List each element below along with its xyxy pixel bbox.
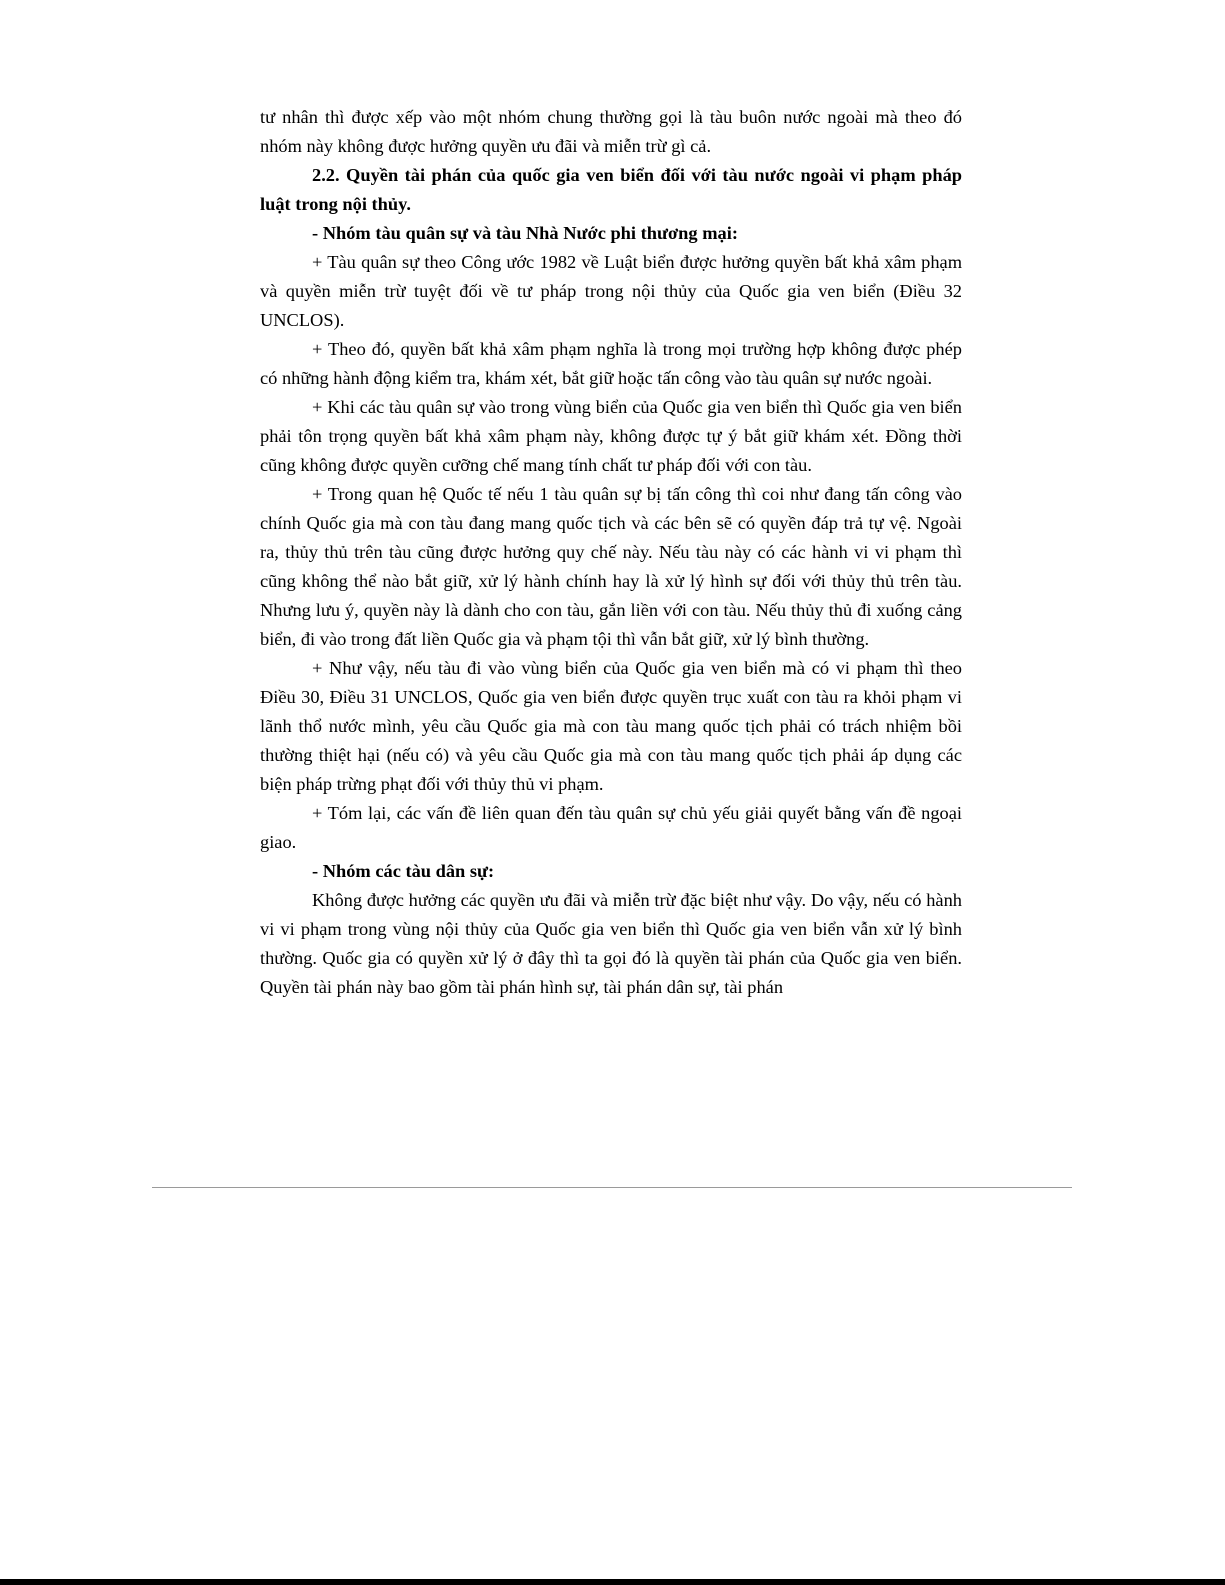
- footer-divider: [152, 1187, 1072, 1188]
- paragraph-civil-ships: Không được hưởng các quyền ưu đãi và miễn trừ đặc biệt như vậy. Do vậy, nếu có hành vi vi phạm trong vùng nội thủy của Quốc gia ven biển thì Quốc gia ven biển vẫn xử lý bình thường. Quốc gia có quyền xử lý ở đây thì ta gọi đó là quyền tài phán của Quốc gia ven biển. Quyền tài phán này bao gồm tài phán hình sự, tài phán dân sự, tài phán: [260, 890, 962, 997]
- subheading-civil-ships: - Nhóm các tàu dân sự:: [312, 861, 495, 881]
- paragraph-coastal-state-respect: + Khi các tàu quân sự vào trong vùng biển của Quốc gia ven biển thì Quốc gia ven biển phải tôn trọng quyền bất khả xâm phạm này, không được tự ý bắt giữ khám xét. Đồng thời cũng không được quyền cưỡng chế mang tính chất tư pháp đối với con tàu.: [260, 397, 962, 475]
- document-body: [260, 103, 962, 1002]
- paragraph-continuation: tư nhân thì được xếp vào một nhóm chung thường gọi là tàu buôn nước ngoài mà theo đó nhóm này không được hưởng quyền ưu đãi và miễn trừ gì cả.: [260, 107, 962, 156]
- subheading-military-ships: - Nhóm tàu quân sự và tàu Nhà Nước phi thương mại:: [312, 223, 738, 243]
- paragraph-summary: + Tóm lại, các vấn đề liên quan đến tàu quân sự chủ yếu giải quyết bằng vấn đề ngoại giao.: [260, 803, 962, 852]
- paragraph-inviolability: + Theo đó, quyền bất khả xâm phạm nghĩa là trong mọi trường hợp không được phép có những hành động kiểm tra, khám xét, bắt giữ hoặc tấn công vào tàu quân sự nước ngoài.: [260, 339, 962, 388]
- paragraph-unclos-articles: + Như vậy, nếu tàu đi vào vùng biển của Quốc gia ven biển mà có vi phạm thì theo Điều 30, Điều 31 UNCLOS, Quốc gia ven biển được quyền trục xuất con tàu ra khỏi phạm vi lãnh thổ nước mình, yêu cầu Quốc gia mà con tàu mang quốc tịch phải có trách nhiệm bồi thường thiệt hại (nếu có) và yêu cầu Quốc gia mà con tàu mang quốc tịch phải áp dụng các biện pháp trừng phạt đối với thủy thủ vi phạm.: [260, 658, 962, 794]
- paragraph-international-relations: + Trong quan hệ Quốc tế nếu 1 tàu quân sự bị tấn công thì coi như đang tấn công vào chính Quốc gia mà con tàu đang mang quốc tịch và các bên sẽ có quyền đáp trả tự vệ. Ngoài ra, thủy thủ trên tàu cũng được hưởng quy chế này. Nếu tàu này có các hành vi vi phạm thì cũng không thể nào bắt giữ, xử lý hành chính hay là xử lý hình sự đối với thủy thủ trên tàu. Nhưng lưu ý, quyền này là dành cho con tàu, gắn liền với con tàu. Nếu thủy thủ đi xuống cảng biển, đi vào trong đất liền Quốc gia và phạm tội thì vẫn bắt giữ, xử lý bình thường.: [260, 484, 962, 649]
- section-heading-2-2: 2.2. Quyền tài phán của quốc gia ven biển đối với tàu nước ngoài vi phạm pháp luật trong nội thủy.: [260, 165, 962, 214]
- page-bottom-border: [0, 1579, 1225, 1585]
- paragraph-military-immunity: + Tàu quân sự theo Công ước 1982 về Luật biển được hưởng quyền bất khả xâm phạm và quyền miễn trừ tuyệt đối về tư pháp trong nội thủy của Quốc gia ven biển (Điều 32 UNCLOS).: [260, 252, 962, 330]
